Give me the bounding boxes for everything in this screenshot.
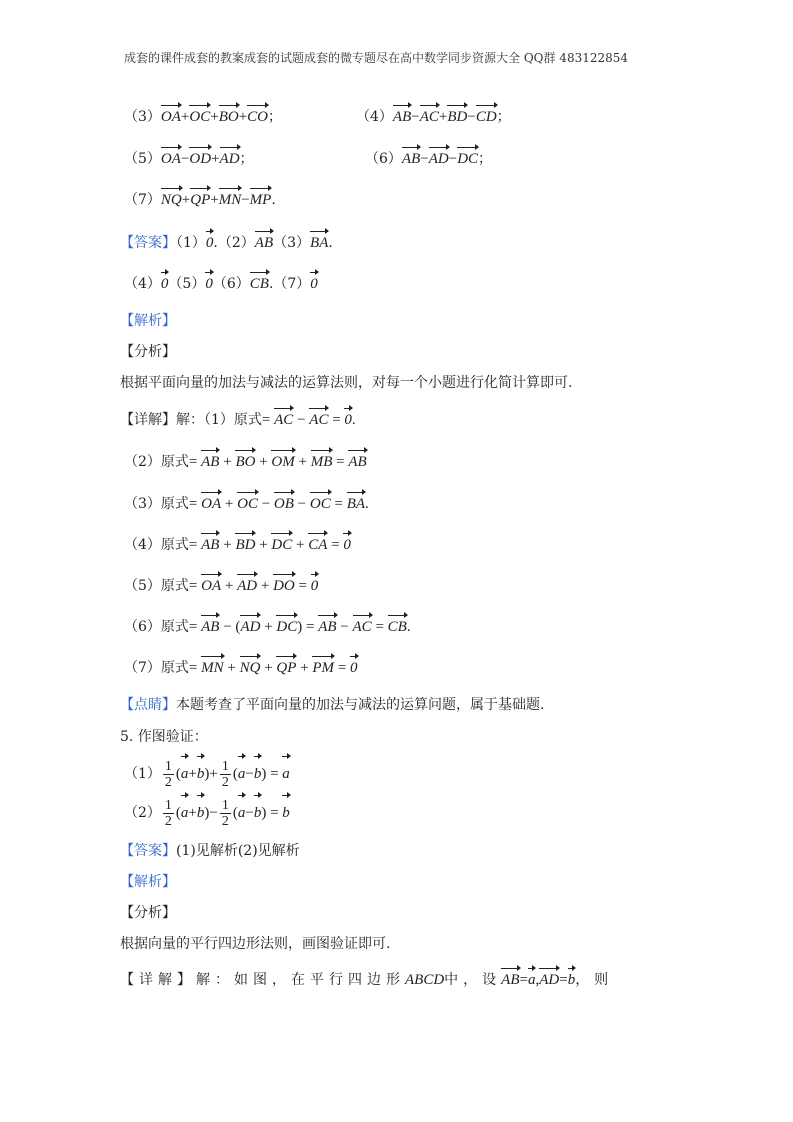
- detail-label: （2）原式: [124, 454, 189, 470]
- question-5-title: 5. 作图验证：: [120, 729, 208, 745]
- answer-label: （4）: [124, 276, 161, 292]
- answer-line-1: [120, 233, 333, 253]
- detail-label: （3）原式: [124, 496, 189, 512]
- problem-tail: ；: [268, 109, 283, 125]
- answer-value: 0: [205, 235, 214, 251]
- problem-tail: ；: [239, 151, 254, 167]
- fraction: $\frac{1}{2}$: [221, 758, 229, 790]
- detail-label: （5）原式: [124, 578, 189, 594]
- question-5-part-2: （2） $\frac{1}{2}$ (a+b)− $\frac{1}{2}$ (a−b) = b: [124, 797, 290, 829]
- answer-line-2: [124, 274, 318, 294]
- detail-label: （7）原式: [124, 660, 189, 676]
- fraction: $\frac{1}{2}$: [164, 797, 172, 829]
- problem-label: （6）: [365, 151, 402, 167]
- fenxi-tag: 【分析】: [120, 344, 176, 360]
- detail-tag: 【详解】: [120, 972, 196, 988]
- problem-4: （4）AB−AC+BD−CD；: [356, 109, 511, 125]
- shape-name: ABCD: [405, 972, 445, 988]
- answer-value: CB: [249, 276, 269, 292]
- answer-label: （5）: [168, 276, 206, 292]
- answer-label: .（7）: [268, 276, 311, 292]
- detail-text: 解：如图，在平行四边形: [196, 972, 405, 988]
- problem-tail: .: [271, 192, 276, 208]
- detail-end: ，则: [575, 972, 614, 988]
- detail-line-2: （2）原式= AB + BO + OM + MB = AB: [124, 454, 367, 470]
- answer-label: .（2）: [213, 235, 255, 251]
- detail-mid: 中，设: [444, 972, 502, 988]
- problem-label: （5）: [124, 151, 161, 167]
- problem-tail: ；: [478, 151, 493, 167]
- detail-last-line: 【详解】解：如图，在平行四边形ABCD中，设AB=a,AD=b，则: [120, 972, 614, 988]
- detail-line-5: （5）原式= OA + AD + DO = 0: [124, 578, 319, 594]
- problem-7: （7）NQ+QP+MN−MP.: [124, 192, 276, 208]
- answer-label: .: [328, 235, 333, 251]
- page-header: 成套的课件成套的教案成套的试题成套的微专题尽在高中数学同步资源大全 QQ群 483122854: [124, 51, 629, 65]
- detail-line-7: （7）原式= MN + NQ + QP + PM = 0: [124, 660, 358, 676]
- problem-label: （3）: [124, 109, 161, 125]
- answer-value: 0: [205, 276, 213, 292]
- answer-text: (1)见解析(2)见解析: [176, 843, 300, 859]
- problem-6: （6）AB−AD−DC；: [365, 151, 493, 167]
- detail-label: （6）原式: [124, 619, 189, 635]
- analysis-tag: 【解析】: [120, 874, 176, 890]
- problem-tail: ；: [496, 109, 511, 125]
- question-5-part-1: （1） $\frac{1}{2}$ (a+b)+ $\frac{1}{2}$ (a−b) = a: [124, 758, 290, 790]
- fenxi-text: 根据向量的平行四边形法则，画图验证即可.: [120, 936, 391, 952]
- detail-lead: 解：（1）原式: [176, 412, 262, 428]
- detail-tag: 【详解】: [120, 412, 176, 428]
- fraction: $\frac{1}{2}$: [164, 758, 172, 790]
- answer-value: 0: [310, 276, 318, 292]
- detail-line-1: 【详解】解：（1）原式= AC − AC = 0.: [120, 412, 356, 428]
- detail-label: （4）原式: [124, 537, 189, 553]
- analysis-tag: 【解析】: [120, 313, 176, 329]
- answer-label: （3）: [273, 235, 311, 251]
- answer-label: （1）: [176, 235, 206, 251]
- answer-tag: 【答案】: [120, 843, 176, 859]
- answer-value: BA: [310, 235, 329, 251]
- dianjing-line: [120, 695, 544, 715]
- answer-value: 0: [160, 276, 169, 292]
- detail-line-3: （3）原式= OA + OC − OB − OC = BA.: [124, 496, 369, 512]
- fenxi-tag: 【分析】: [120, 905, 176, 921]
- part-label: （1）: [124, 766, 161, 782]
- answer-2-line: [120, 841, 300, 861]
- dianjing-text: 本题考查了平面向量的加法与减法的运算问题，属于基础题.: [176, 697, 545, 713]
- answer-label: （6）: [212, 276, 250, 292]
- problem-5: （5）OA−OD+AD；: [124, 151, 254, 167]
- dianjing-tag: 【点睛】: [120, 697, 176, 713]
- part-label: （2）: [124, 805, 161, 821]
- problem-label: （7）: [124, 192, 161, 208]
- problem-3: （3）OA+OC+BO+CO；: [124, 109, 283, 125]
- answer-value: AB: [254, 235, 274, 251]
- answer-tag: 【答案】: [120, 235, 176, 251]
- detail-line-4: （4）原式= AB + BD + DC + CA = 0: [124, 537, 351, 553]
- problem-label: （4）: [356, 109, 393, 125]
- fenxi-text: 根据平面向量的加法与减法的运算法则，对每一个小题进行化简计算即可.: [120, 375, 573, 391]
- detail-line-6: （6）原式= AB − (AD + DC) = AB − AC = CB.: [124, 619, 411, 635]
- fraction: $\frac{1}{2}$: [221, 797, 229, 829]
